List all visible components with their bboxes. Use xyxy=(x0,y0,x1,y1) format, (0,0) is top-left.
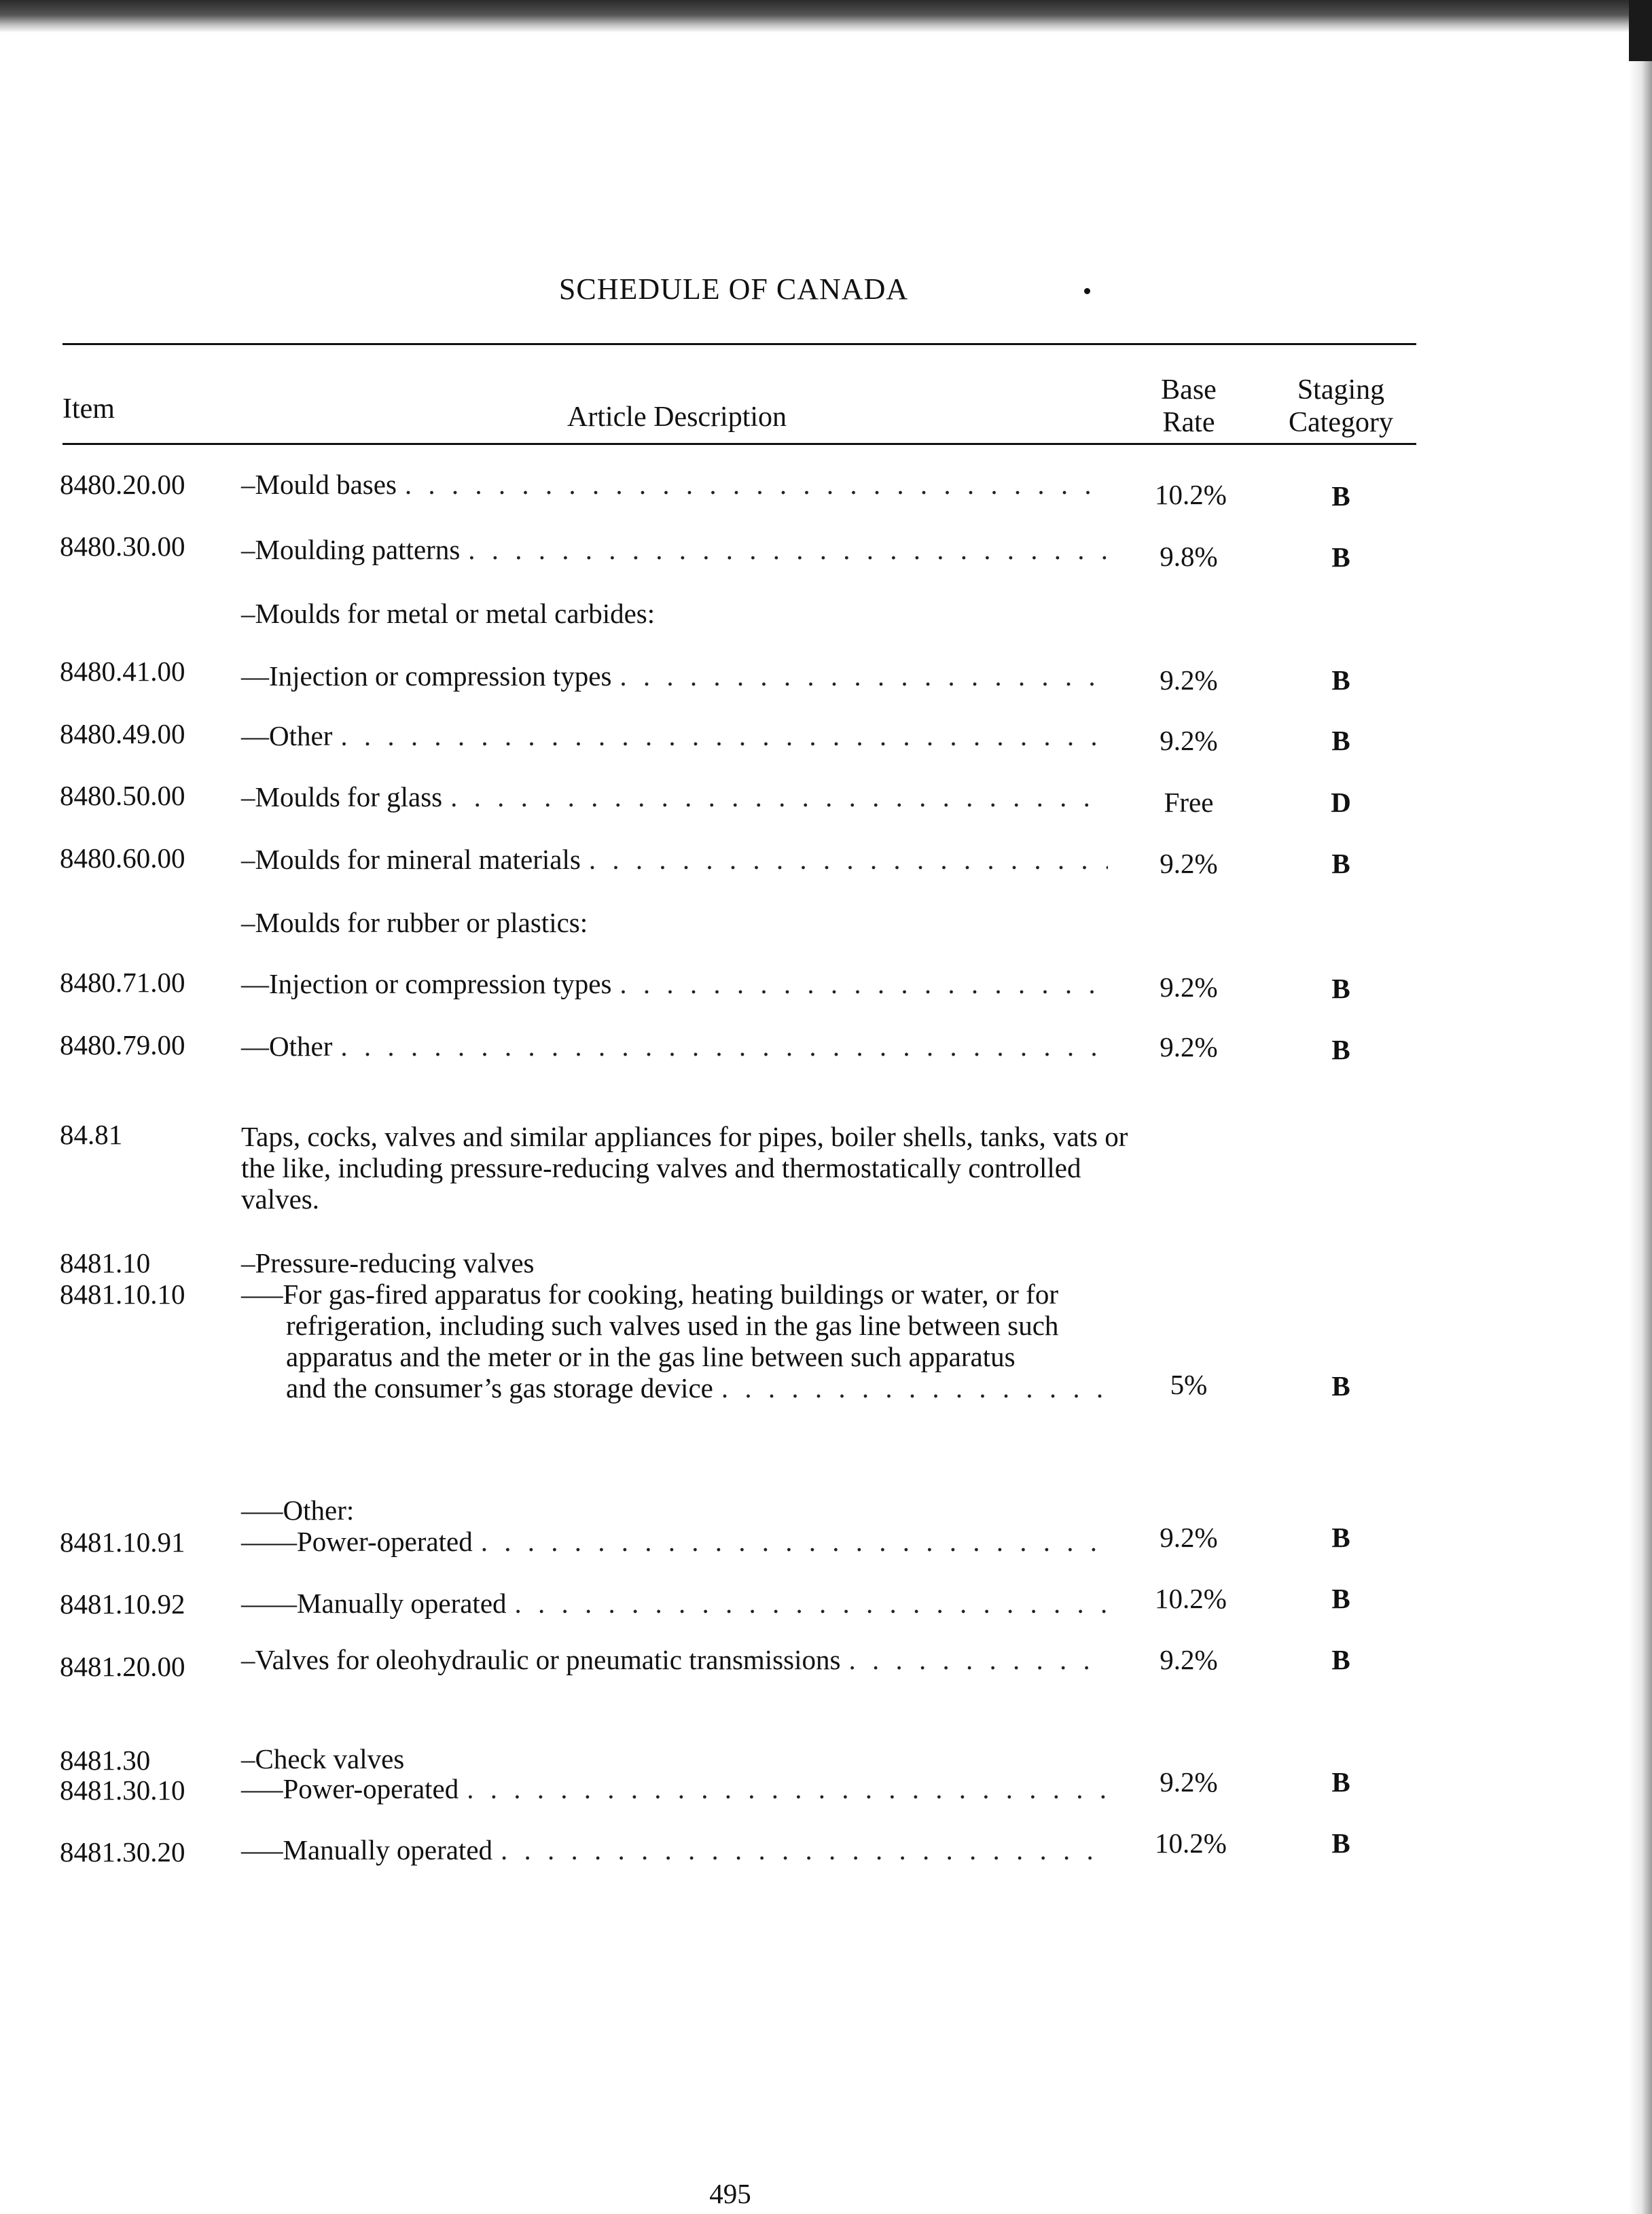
table-subheading: –Moulds for rubber or plastics: xyxy=(241,907,588,938)
scan-edge-right xyxy=(1629,0,1652,2214)
table-row-rate: 9.2% xyxy=(1160,1522,1218,1553)
table-row-staging: B xyxy=(1331,1370,1350,1401)
table-row-description: ––––Power-operated . . . xyxy=(241,1526,1108,1557)
table-row-staging: B xyxy=(1331,541,1350,573)
table-row-staging: B xyxy=(1331,664,1350,696)
page-title: SCHEDULE OF CANADA xyxy=(558,272,909,306)
table-row-rate: 9.2% xyxy=(1160,971,1218,1003)
table-row-description: ––Injection or compression types . . . xyxy=(241,968,1108,999)
table-row-item: 8480.71.00 xyxy=(60,967,185,998)
table-row-description: –Valves for oleohydraulic or pneumatic transmissions . . . xyxy=(241,1644,1108,1675)
header-base-rate-line2: Rate xyxy=(1162,407,1215,438)
table-row-description: ––Other . . . xyxy=(241,1031,1108,1062)
table-row-rate: 10.2% xyxy=(1155,1827,1227,1859)
header-item: Item xyxy=(62,393,115,425)
table-row-item: 8480.50.00 xyxy=(60,780,185,811)
description-line: –––For gas-fired apparatus for cooking, heating buildings or water, or for xyxy=(241,1279,1058,1310)
table-header-rule xyxy=(62,443,1416,445)
table-row-item: 8480.60.00 xyxy=(60,842,185,874)
table-row-description: –––Manually operated . . . xyxy=(241,1834,1108,1865)
table-row-staging: B xyxy=(1331,480,1350,512)
subheading-description: –Pressure-reducing valves xyxy=(241,1247,535,1279)
table-row-item: 8480.30.00 xyxy=(60,531,185,562)
table-row-staging: B xyxy=(1331,1644,1350,1675)
table-row-description: ––––Manually operated . . . xyxy=(241,1588,1108,1619)
table-row-staging: B xyxy=(1331,973,1350,1004)
table-row-item: 8481.10.10 xyxy=(60,1279,185,1310)
table-subheading: –––Other: xyxy=(241,1495,355,1526)
table-row-rate: 9.2% xyxy=(1160,1644,1218,1675)
table-row-rate: 9.2% xyxy=(1160,1031,1218,1063)
table-top-rule xyxy=(62,343,1416,345)
table-row-description: and the consumer’s gas storage device . . . xyxy=(286,1372,1108,1404)
table-row-rate: 10.2% xyxy=(1155,1583,1227,1614)
table-subheading: –Moulds for metal or metal carbides: xyxy=(241,598,656,629)
table-row-description: –Moulds for mineral materials . . . xyxy=(241,844,1108,875)
table-row-rate: 5% xyxy=(1170,1369,1208,1400)
stray-dot xyxy=(1084,288,1090,294)
heading-description: Taps, cocks, valves and similar appliances for pipes, boiler shells, tanks, vats or the like, including pressure-reducing valves and thermostatically controlled valves. xyxy=(241,1121,1128,1215)
table-row-staging: B xyxy=(1331,1522,1350,1553)
table-row-item: 8480.49.00 xyxy=(60,718,185,749)
table-row-staging: B xyxy=(1331,848,1350,879)
header-description: Article Description xyxy=(567,401,787,433)
table-row-staging: B xyxy=(1331,1583,1350,1614)
table-row-description: ––Injection or compression types . . . xyxy=(241,660,1108,692)
table-row-rate: 9.2% xyxy=(1160,1766,1218,1798)
table-row-item: 8480.79.00 xyxy=(60,1029,185,1060)
table-row-rate: 10.2% xyxy=(1155,479,1227,510)
header-base-rate-line1: Base xyxy=(1161,374,1217,406)
scan-corner xyxy=(1629,0,1652,61)
description-continuation: refrigeration, including such valves used in the gas line between such apparatus and the meter or in the gas line between such apparatus xyxy=(286,1310,1059,1372)
table-row-staging: B xyxy=(1331,1034,1350,1065)
table-row-description: ––Other . . . xyxy=(241,720,1108,751)
table-row-item: 8481.30.10 xyxy=(60,1774,185,1806)
table-row-item: 8481.30.20 xyxy=(60,1836,185,1868)
table-row-staging: B xyxy=(1331,725,1350,756)
table-row-description: –Moulds for glass . . . xyxy=(241,781,1108,813)
scan-edge-top xyxy=(0,0,1652,33)
table-row-item: 8480.20.00 xyxy=(60,469,185,500)
table-row-item: 8480.41.00 xyxy=(60,656,185,687)
table-row-item: 8481.20.00 xyxy=(60,1651,185,1682)
header-staging-line1: Staging xyxy=(1297,374,1385,406)
heading-item: 84.81 xyxy=(60,1119,123,1150)
table-row-rate: 9.8% xyxy=(1160,541,1218,572)
table-row-rate: 9.2% xyxy=(1160,664,1218,696)
header-staging-line2: Category xyxy=(1289,407,1393,438)
table-row-staging: B xyxy=(1331,1827,1350,1859)
table-row-rate: 9.2% xyxy=(1160,725,1218,756)
table-row-description: –Mould bases . . . xyxy=(241,469,1108,500)
table-row-rate: 9.2% xyxy=(1160,848,1218,879)
subheading-item: 8481.10 xyxy=(60,1247,151,1279)
header-base-rate xyxy=(1155,374,1223,439)
subheading-description: –Check valves xyxy=(241,1743,405,1774)
table-row-item: 8481.10.91 xyxy=(60,1526,185,1558)
table-row-description: –––Power-operated . . . xyxy=(241,1773,1108,1804)
table-row-rate: Free xyxy=(1164,787,1214,818)
table-row-staging: D xyxy=(1331,787,1351,818)
subheading-item: 8481.30 xyxy=(60,1745,151,1776)
table-row-description-block xyxy=(241,1279,1151,1372)
table-row-description: –Moulding patterns . . . xyxy=(241,534,1108,565)
page-number: 495 xyxy=(709,2178,751,2209)
table-row-staging: B xyxy=(1331,1766,1350,1798)
table-row-item: 8481.10.92 xyxy=(60,1588,185,1620)
header-staging-category xyxy=(1273,374,1409,439)
